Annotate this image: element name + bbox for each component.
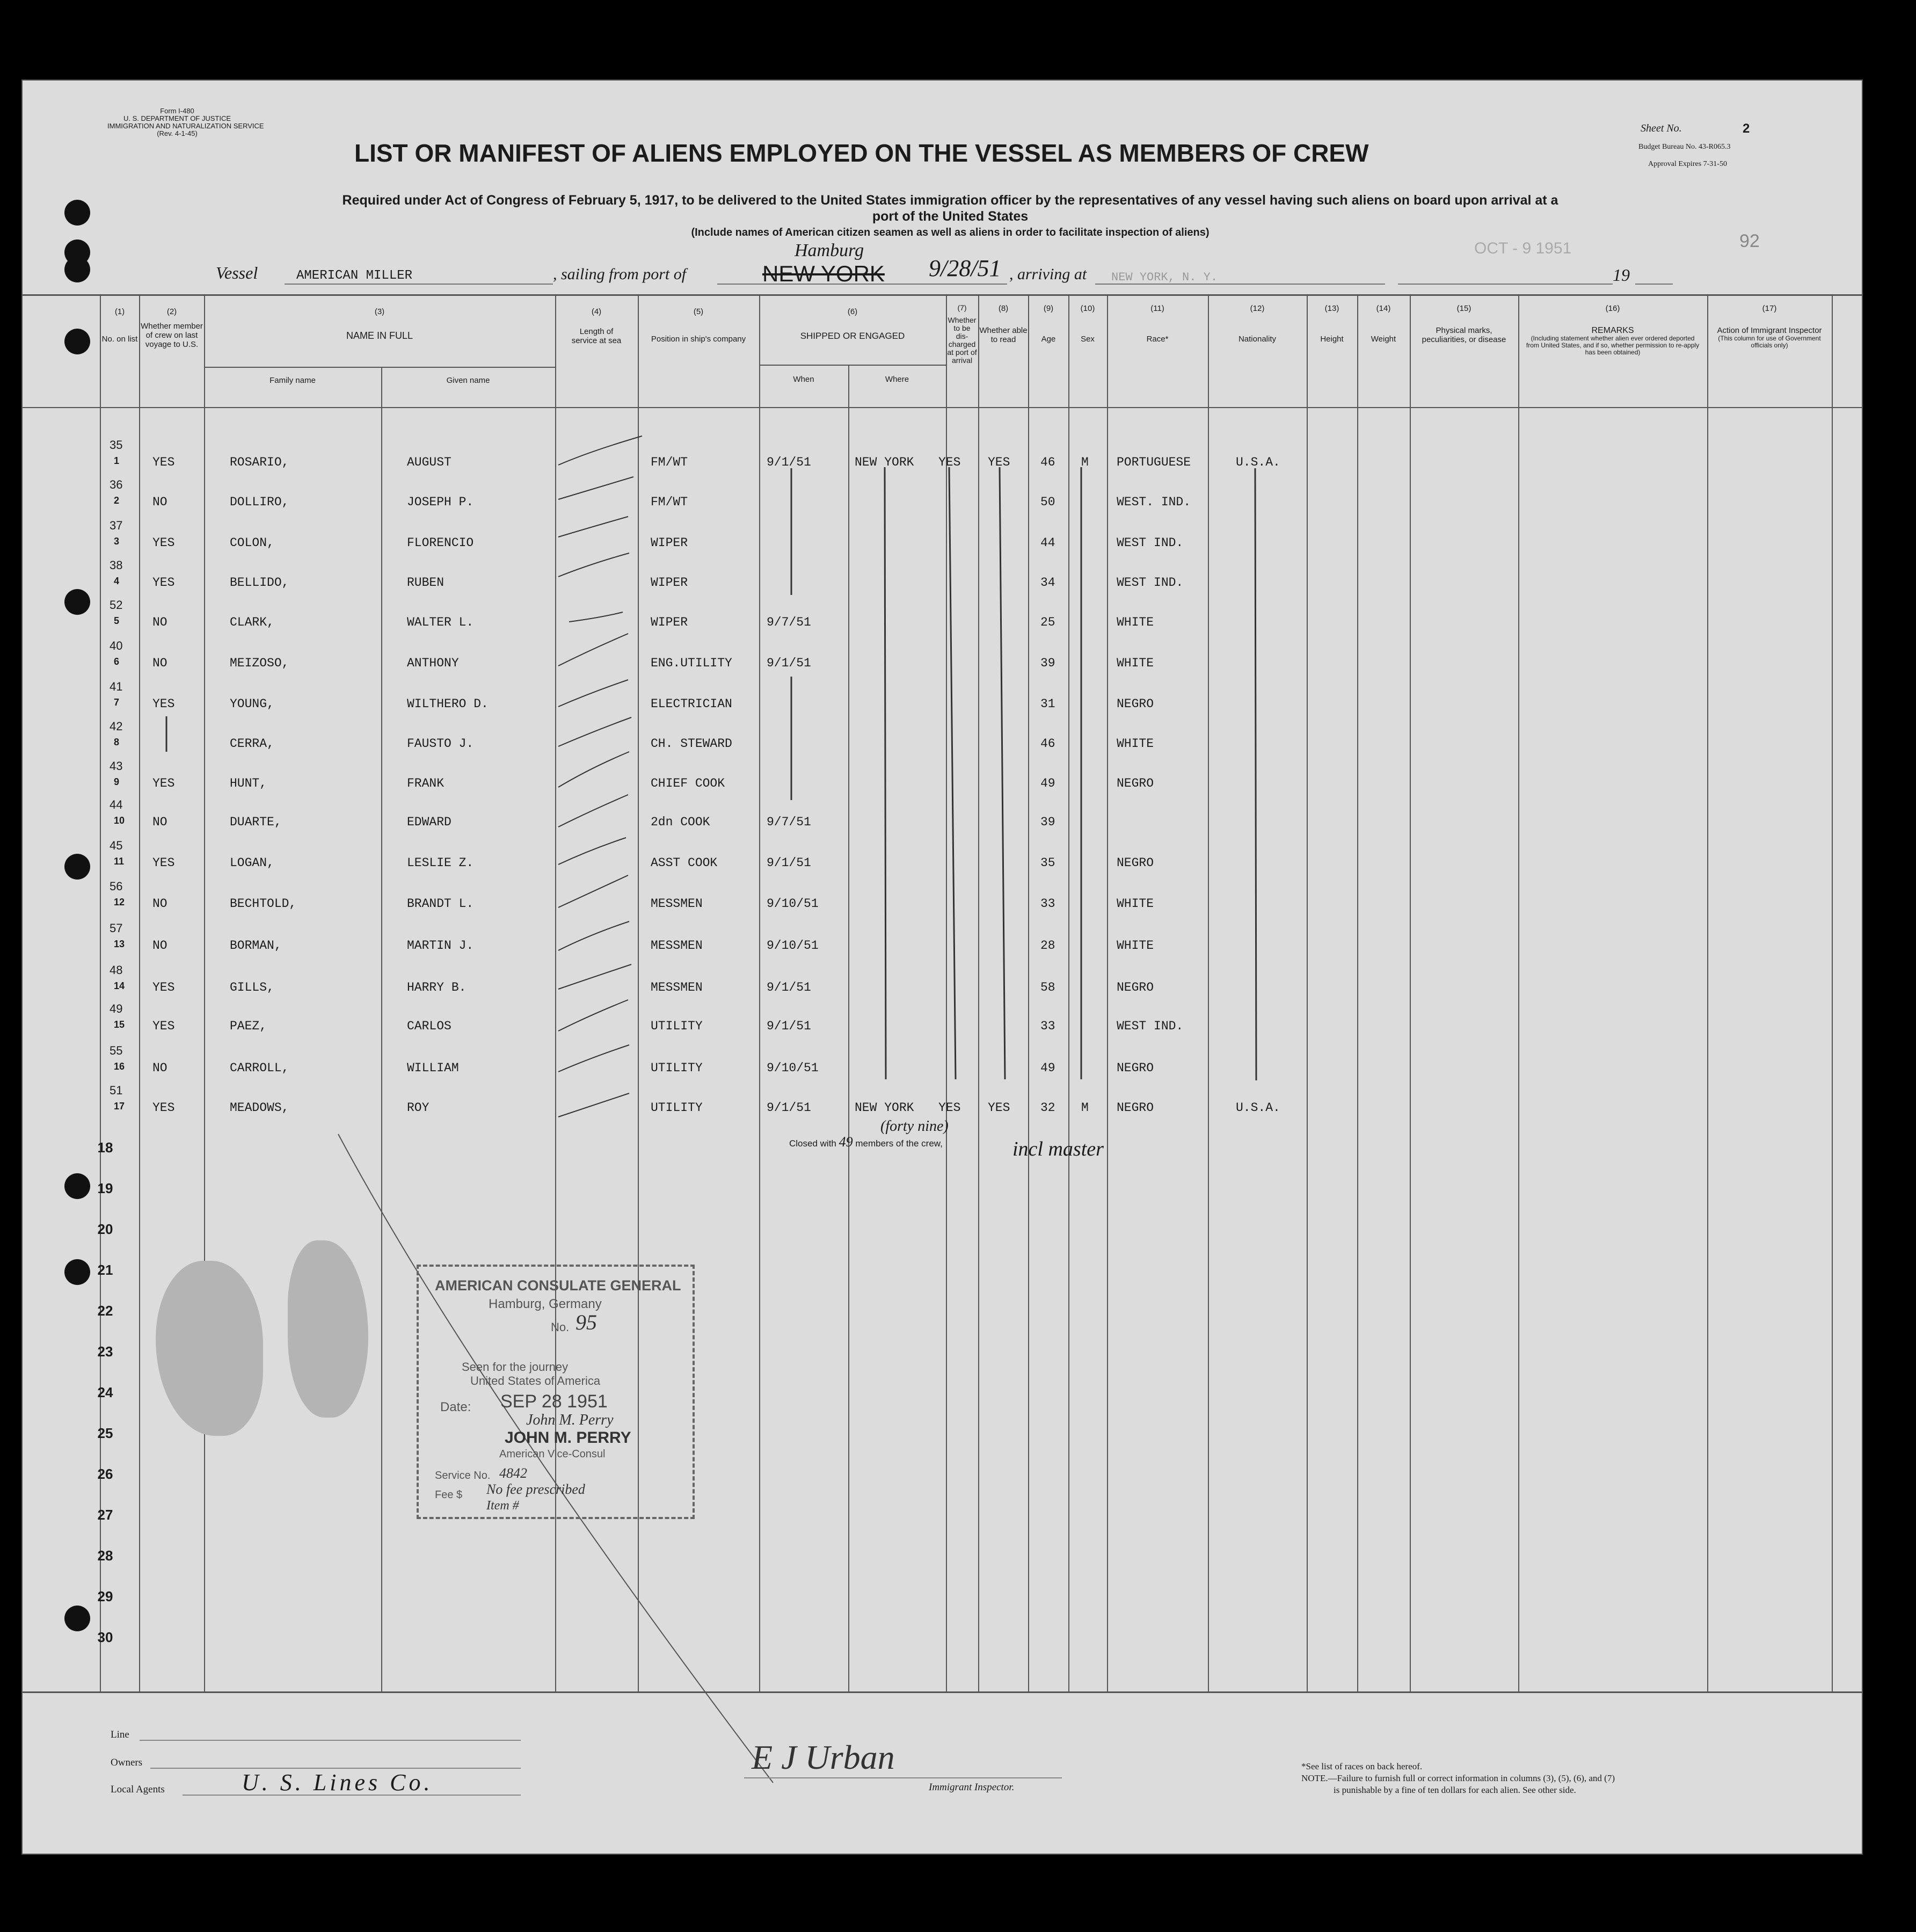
slash-mark	[558, 477, 633, 499]
closing-statement	[789, 1134, 943, 1150]
header-name-in-full: (3) NAME IN FULL	[346, 307, 413, 341]
given-name-cell: WALTER L.	[407, 615, 474, 629]
given-name-cell: WILLIAM	[407, 1061, 459, 1075]
race-cell: WHITE	[1117, 615, 1154, 629]
empty-row-number: 23	[97, 1343, 113, 1360]
previous-voyage-cell: YES	[152, 1019, 175, 1033]
slash-mark	[569, 612, 623, 622]
previous-voyage-cell: YES	[152, 697, 175, 711]
header-length-of-service: (4) Length of service at sea	[571, 307, 622, 345]
shipped-when-cell: 9/1/51	[767, 1019, 811, 1033]
race-cell: WHITE	[1117, 939, 1154, 953]
list-number: 51	[110, 1084, 123, 1097]
sex-cell: M	[1081, 455, 1089, 469]
stamp-consulate-name: AMERICAN CONSULATE GENERAL	[435, 1277, 681, 1294]
list-number: 49	[110, 1002, 123, 1015]
nationality-cell: U.S.A.	[1236, 1101, 1280, 1115]
able-to-read-cell: YES	[988, 455, 1010, 469]
inspector-label: Immigrant Inspector.	[929, 1782, 1015, 1793]
given-name-cell: FLORENCIO	[407, 536, 474, 550]
closing-printed-2: members of the crew,	[855, 1138, 943, 1149]
service-name: IMMIGRATION AND NATURALIZATION SERVICE	[107, 122, 264, 130]
arriving-port: NEW YORK, N. Y.	[1111, 271, 1218, 284]
slash-mark	[558, 517, 628, 537]
page-mark: 92	[1739, 231, 1760, 251]
header-race: (11) Race*	[1146, 304, 1169, 344]
age-cell: 50	[1040, 495, 1055, 509]
previous-voyage-cell: NO	[152, 939, 167, 953]
empty-row-number: 21	[97, 1262, 113, 1278]
crew-count-words: (forty nine)	[880, 1118, 949, 1135]
closing-note-incl-master: incl master	[1012, 1138, 1104, 1160]
stamp-date: SEP 28 1951	[500, 1391, 608, 1412]
position-cell: MESSMEN	[651, 939, 703, 953]
ditto-line	[1000, 467, 1005, 1079]
position-cell: UTILITY	[651, 1101, 703, 1115]
row-number: 4	[114, 576, 120, 586]
previous-voyage-cell: YES	[152, 455, 175, 469]
previous-voyage-cell: YES	[152, 536, 175, 550]
race-cell: NEGRO	[1117, 1101, 1154, 1115]
given-name-cell: AUGUST	[407, 455, 451, 469]
stamp-number: 95	[575, 1310, 597, 1334]
given-name-cell: FAUSTO J.	[407, 737, 474, 751]
family-name-cell: YOUNG,	[230, 697, 274, 711]
ditto-lines	[166, 467, 1256, 1080]
row-number: 9	[114, 776, 120, 787]
shipped-when-cell: 9/1/51	[767, 656, 811, 670]
position-cell: UTILITY	[651, 1061, 703, 1075]
list-number: 38	[110, 558, 123, 572]
family-name-cell: DUARTE,	[230, 815, 282, 829]
family-name-cell: GILLS,	[230, 980, 274, 994]
subtitle-line-2: port of the United States	[872, 209, 1029, 224]
race-cell: WHITE	[1117, 897, 1154, 911]
race-cell: NEGRO	[1117, 776, 1154, 790]
slash-mark	[558, 838, 626, 865]
ditto-line	[885, 467, 886, 1079]
arriving-label: , arriving at	[1009, 265, 1087, 283]
empty-row-number: 30	[97, 1629, 113, 1645]
able-to-read-cell: YES	[988, 1101, 1010, 1115]
age-cell: 46	[1040, 737, 1055, 751]
given-name-cell: RUBEN	[407, 576, 445, 590]
list-number: 56	[110, 880, 123, 893]
form-number: Form I-480	[160, 107, 194, 115]
subtitle-line-3: (Include names of American citizen seamen as well as aliens in order to facilitate inspection of aliens)	[691, 227, 1210, 238]
given-name-cell: JOSEPH P.	[407, 495, 474, 509]
family-name-cell: ROSARIO,	[230, 455, 289, 469]
stamp-destination: United States of America	[470, 1374, 601, 1388]
slash-mark	[558, 1093, 629, 1117]
slash-mark	[558, 717, 631, 746]
shipped-where-cell: NEW YORK	[855, 1101, 914, 1115]
position-cell: WIPER	[651, 536, 688, 550]
closing-printed: Closed with	[789, 1138, 836, 1149]
list-number: 37	[110, 519, 123, 532]
family-name-cell: PAEZ,	[230, 1019, 267, 1033]
header-position: (5) Position in ship's company	[651, 307, 746, 344]
owners-label: Owners	[111, 1757, 143, 1768]
row-number: 10	[114, 815, 125, 826]
crew-count: 49	[839, 1134, 853, 1150]
service-length-slashes	[558, 436, 642, 1117]
shipped-when-cell: 9/1/51	[767, 1101, 811, 1115]
row-number: 1	[114, 455, 120, 466]
race-cell: NEGRO	[1117, 980, 1154, 994]
family-name-cell: CERRA,	[230, 737, 274, 751]
budget-bureau-number: Budget Bureau No. 43-R065.3	[1638, 143, 1731, 151]
previous-voyage-cell: NO	[152, 1061, 167, 1075]
list-number: 57	[110, 921, 123, 935]
empty-row-number: 26	[97, 1466, 113, 1482]
slash-mark	[558, 634, 628, 666]
header-when: When	[793, 375, 814, 384]
header-physical-marks: (15) Physical marks, peculiarities, or disease	[1422, 304, 1506, 344]
race-cell: WHITE	[1117, 737, 1154, 751]
previous-voyage-cell: YES	[152, 1101, 175, 1115]
age-cell: 46	[1040, 455, 1055, 469]
row-number: 14	[114, 980, 125, 991]
position-cell: ELECTRICIAN	[651, 697, 732, 711]
given-name-cell: LESLIE Z.	[407, 856, 474, 870]
age-cell: 39	[1040, 656, 1055, 670]
race-cell: WHITE	[1117, 656, 1154, 670]
list-number: 42	[110, 720, 123, 733]
slash-mark	[558, 921, 629, 950]
discharged-cell: YES	[938, 455, 961, 469]
header-height: (13) Height	[1320, 304, 1344, 344]
sailing-date: 9/28/51	[929, 255, 1001, 281]
previous-voyage-cell: NO	[152, 897, 167, 911]
previous-voyage-cell: NO	[152, 815, 167, 829]
position-cell: ENG.UTILITY	[651, 656, 732, 670]
family-name-cell: BECHTOLD,	[230, 897, 297, 911]
slash-mark	[558, 795, 628, 827]
position-cell: WIPER	[651, 615, 688, 629]
empty-row-number: 20	[97, 1221, 113, 1237]
races-note: *See list of races on back hereof.	[1301, 1761, 1423, 1771]
race-cell: PORTUGUESE	[1117, 455, 1191, 469]
nationality-cell: U.S.A.	[1236, 455, 1280, 469]
list-number: 44	[110, 798, 123, 811]
position-cell: 2dn COOK	[651, 815, 710, 829]
race-cell: WEST IND.	[1117, 576, 1184, 590]
ditto-line	[949, 467, 956, 1079]
sheet-number-label: Sheet No.	[1641, 122, 1682, 134]
stamp-service-label: Service No.	[435, 1470, 491, 1481]
line-underline	[140, 1740, 521, 1741]
race-cell: NEGRO	[1117, 856, 1154, 870]
family-name-cell: MEADOWS,	[230, 1101, 289, 1115]
departure-port-handwritten: Hamburg	[795, 241, 864, 260]
department-name: U. S. DEPARTMENT OF JUSTICE	[123, 114, 231, 122]
given-name-cell: MARTIN J.	[407, 939, 474, 953]
position-cell: ASST COOK	[651, 856, 718, 870]
position-cell: FM/WT	[651, 455, 688, 469]
header-where: Where	[885, 375, 909, 384]
departure-port-struck: NEW YORK	[762, 261, 885, 286]
line-label: Line	[111, 1729, 129, 1740]
family-name-cell: MEIZOSO,	[230, 656, 289, 670]
given-name-cell: FRANK	[407, 776, 445, 790]
list-number: 35	[110, 438, 123, 452]
age-cell: 35	[1040, 856, 1055, 870]
header-discharged: (7) Whether to be dis-charged at port of arrival	[947, 303, 977, 365]
row-number: 6	[114, 656, 120, 667]
local-agents-value: U. S. Lines Co.	[242, 1769, 433, 1796]
age-cell: 44	[1040, 536, 1055, 550]
age-cell: 31	[1040, 697, 1055, 711]
family-name-cell: DOLLIRO,	[230, 495, 289, 509]
age-cell: 33	[1040, 1019, 1055, 1033]
age-cell: 39	[1040, 815, 1055, 829]
empty-row-number: 22	[97, 1303, 113, 1319]
row-number: 2	[114, 495, 120, 506]
stamp-consul-name: JOHN M. PERRY	[505, 1429, 631, 1447]
row-number: 17	[114, 1101, 125, 1112]
slash-mark	[558, 553, 629, 577]
previous-voyage-cell: YES	[152, 980, 175, 994]
row-number: 15	[114, 1019, 125, 1030]
given-name-cell: ANTHONY	[407, 656, 459, 670]
list-number: 52	[110, 598, 123, 612]
shipped-when-cell: 9/7/51	[767, 615, 811, 629]
shipped-when-cell: 9/1/51	[767, 455, 811, 469]
header-age: (9) Age	[1041, 304, 1056, 344]
row-number: 12	[114, 897, 125, 907]
position-cell: WIPER	[651, 576, 688, 590]
discharged-cell: YES	[938, 1101, 961, 1115]
inspector-underline	[744, 1777, 1062, 1778]
header-inspector-action: (17) Action of Immigrant Inspector (This column for use of Government officials only)	[1717, 304, 1822, 349]
empty-row-number: 28	[97, 1548, 113, 1564]
slash-mark	[558, 752, 629, 787]
previous-voyage-cell: NO	[152, 615, 167, 629]
list-number: 45	[110, 839, 123, 852]
local-agents-label: Local Agents	[111, 1784, 165, 1795]
age-cell: 33	[1040, 897, 1055, 911]
stamp-date-label: Date:	[440, 1400, 471, 1414]
family-name-cell: BORMAN,	[230, 939, 282, 953]
given-name-cell: HARRY B.	[407, 980, 467, 994]
previous-voyage-cell: YES	[152, 776, 175, 790]
penalty-note-1: NOTE.—Failure to furnish full or correct information in columns (3), (5), (6), and (7)	[1301, 1773, 1615, 1783]
age-cell: 28	[1040, 939, 1055, 953]
header-shipped-or-engaged: (6) SHIPPED OR ENGAGED	[800, 307, 905, 341]
vessel-label: Vessel	[216, 263, 258, 282]
previous-voyage-cell: NO	[152, 495, 167, 509]
list-number: 55	[110, 1044, 123, 1057]
slash-mark	[558, 964, 631, 989]
header-able-to-read: (8) Whether able to read	[979, 304, 1028, 344]
header-family-name: Family name	[269, 376, 316, 385]
empty-row-number: 24	[97, 1384, 113, 1400]
row-number: 7	[114, 697, 120, 708]
shipped-when-cell: 9/1/51	[767, 980, 811, 994]
arrival-date-stamp: OCT - 9 1951	[1474, 239, 1572, 257]
row-number: 13	[114, 939, 125, 949]
stamp-service-number: 4842	[499, 1465, 527, 1481]
stamp-seen-for: Seen for the journey	[462, 1360, 569, 1374]
race-cell: WEST IND.	[1117, 536, 1184, 550]
stamp-number-label: No.	[551, 1320, 570, 1334]
shipped-when-cell: 9/10/51	[767, 897, 819, 911]
previous-voyage-cell: NO	[152, 656, 167, 670]
family-name-cell: CARROLL,	[230, 1061, 289, 1075]
position-cell: CH. STEWARD	[651, 737, 732, 751]
header-previous-voyage: (2) Whether member of crew on last voyage to U.S.	[141, 307, 203, 349]
sex-cell: M	[1081, 1101, 1089, 1115]
vessel-name: AMERICAN MILLER	[296, 268, 413, 283]
empty-row-number: 29	[97, 1588, 113, 1604]
sheet-number: 2	[1743, 121, 1750, 136]
list-number: 41	[110, 680, 123, 693]
shipped-when-cell: 9/7/51	[767, 815, 811, 829]
slash-mark	[558, 1000, 628, 1031]
row-number: 16	[114, 1061, 125, 1072]
header-sex: (10) Sex	[1080, 304, 1095, 344]
given-name-cell: WILTHERO D.	[407, 697, 489, 711]
inspector-signature: E J Urban	[752, 1738, 895, 1776]
consulate-stamp	[417, 1265, 695, 1519]
ditto-line	[1255, 468, 1256, 1080]
header-weight: (14) Weight	[1371, 304, 1396, 344]
previous-voyage-cell: YES	[152, 576, 175, 590]
slash-mark	[558, 875, 628, 907]
position-cell: UTILITY	[651, 1019, 703, 1033]
family-name-cell: LOGAN,	[230, 856, 274, 870]
header-given-name: Given name	[446, 376, 490, 385]
position-cell: CHIEF COOK	[651, 776, 725, 790]
header-nationality: (12) Nationality	[1238, 304, 1277, 344]
revision-date: (Rev. 4-1-45)	[157, 129, 198, 137]
stamp-location: Hamburg, Germany	[489, 1297, 602, 1311]
row-number: 5	[114, 615, 120, 626]
age-cell: 49	[1040, 1061, 1055, 1075]
row-number: 11	[114, 856, 125, 867]
given-name-cell: CARLOS	[407, 1019, 451, 1033]
empty-row-number: 27	[97, 1507, 113, 1523]
list-number: 48	[110, 963, 123, 977]
list-number: 40	[110, 639, 123, 652]
shipped-when-cell: 9/1/51	[767, 856, 811, 870]
shipped-where-cell: NEW YORK	[855, 455, 914, 469]
race-cell: WEST. IND.	[1117, 495, 1191, 509]
family-name-cell: CLARK,	[230, 615, 274, 629]
age-cell: 34	[1040, 576, 1055, 590]
race-cell: WEST IND.	[1117, 1019, 1184, 1033]
stamp-fee-label: Fee $	[435, 1489, 463, 1501]
stamp-consul-title: American Vice-Consul	[499, 1448, 606, 1460]
previous-voyage-cell: YES	[152, 856, 175, 870]
family-name-cell: HUNT,	[230, 776, 267, 790]
header-remarks: (16) REMARKS (Including statement whether alien ever ordered deported from United States, and if so, whether permission to re-apply has been obtained)	[1526, 304, 1700, 356]
family-name-cell: BELLIDO,	[230, 576, 289, 590]
position-cell: FM/WT	[651, 495, 688, 509]
position-cell: MESSMEN	[651, 897, 703, 911]
penalty-note-2: is punishable by a fine of ten dollars for each alien. See other side.	[1334, 1785, 1576, 1795]
age-cell: 58	[1040, 980, 1055, 994]
slash-mark	[558, 1045, 629, 1072]
sailing-label: , sailing from port of	[553, 265, 687, 283]
stamp-item: Item #	[486, 1499, 519, 1513]
given-name-cell: EDWARD	[407, 815, 451, 829]
row-number: 8	[114, 737, 120, 747]
list-number: 43	[110, 759, 123, 773]
race-cell: NEGRO	[1117, 697, 1154, 711]
stamp-fee-value: No fee prescribed	[486, 1481, 585, 1497]
age-cell: 32	[1040, 1101, 1055, 1115]
header-no-on-list: (1) No. on list	[101, 307, 138, 344]
form-title: LIST OR MANIFEST OF ALIENS EMPLOYED ON THE VESSEL AS MEMBERS OF CREW	[354, 139, 1369, 167]
slash-mark	[558, 680, 628, 707]
shipped-when-cell: 9/10/51	[767, 1061, 819, 1075]
empty-row-number: 25	[97, 1425, 113, 1441]
slash-mark	[558, 436, 642, 465]
shipped-when-cell: 9/10/51	[767, 939, 819, 953]
given-name-cell: BRANDT L.	[407, 897, 474, 911]
age-cell: 25	[1040, 615, 1055, 629]
subtitle-line-1: Required under Act of Congress of February 5, 1917, to be delivered to the United States immigration officer by the representatives of any vessel having such aliens on board upon arrival at a	[342, 193, 1558, 208]
list-number: 36	[110, 478, 123, 491]
race-cell: NEGRO	[1117, 1061, 1154, 1075]
empty-row-number: 18	[97, 1139, 113, 1156]
position-cell: MESSMEN	[651, 980, 703, 994]
consul-signature: John M. Perry	[526, 1412, 614, 1428]
approval-expiration: Approval Expires 7-31-50	[1648, 160, 1727, 168]
age-cell: 49	[1040, 776, 1055, 790]
family-name-cell: COLON,	[230, 536, 274, 550]
year-label: 19	[1613, 265, 1630, 285]
given-name-cell: ROY	[407, 1101, 429, 1115]
empty-row-number: 19	[97, 1180, 113, 1196]
row-number: 3	[114, 536, 120, 547]
